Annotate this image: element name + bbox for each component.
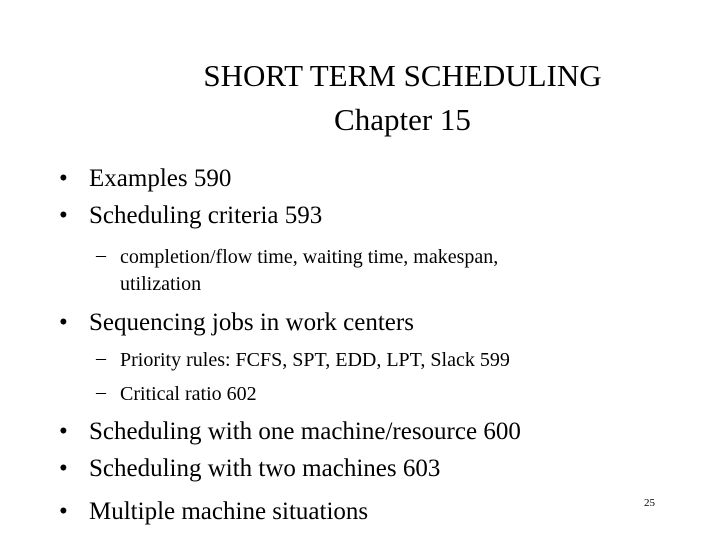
dash-icon: – bbox=[96, 381, 106, 403]
bullet-text: Multiple machine situations bbox=[89, 498, 369, 525]
dash-icon: – bbox=[96, 347, 106, 369]
bullet-text: Examples 590 bbox=[89, 165, 232, 192]
bullet-icon: • bbox=[59, 165, 68, 192]
sub-item-text-line-1: completion/flow time, waiting time, makespan, bbox=[120, 246, 499, 268]
sub-item-text: Critical ratio 602 bbox=[120, 383, 257, 405]
bullet-icon: • bbox=[59, 202, 68, 229]
sub-item-text-line-2: utilization bbox=[120, 273, 202, 295]
bullet-text: Scheduling with two machines 603 bbox=[89, 455, 441, 482]
bullet-icon: • bbox=[59, 455, 68, 482]
slide-title-line-2: Chapter 15 bbox=[334, 102, 471, 137]
bullet-text: Sequencing jobs in work centers bbox=[89, 309, 414, 336]
bullet-icon: • bbox=[59, 309, 68, 336]
page-number: 25 bbox=[644, 497, 655, 509]
sub-item-text: Priority rules: FCFS, SPT, EDD, LPT, Slack 599 bbox=[120, 349, 510, 371]
bullet-icon: • bbox=[59, 418, 68, 445]
bullet-icon: • bbox=[59, 498, 68, 525]
dash-icon: – bbox=[96, 244, 106, 266]
bullet-text: Scheduling with one machine/resource 600 bbox=[89, 418, 521, 445]
bullet-text: Scheduling criteria 593 bbox=[89, 202, 323, 229]
slide-title-line-1: SHORT TERM SCHEDULING bbox=[203, 58, 602, 93]
